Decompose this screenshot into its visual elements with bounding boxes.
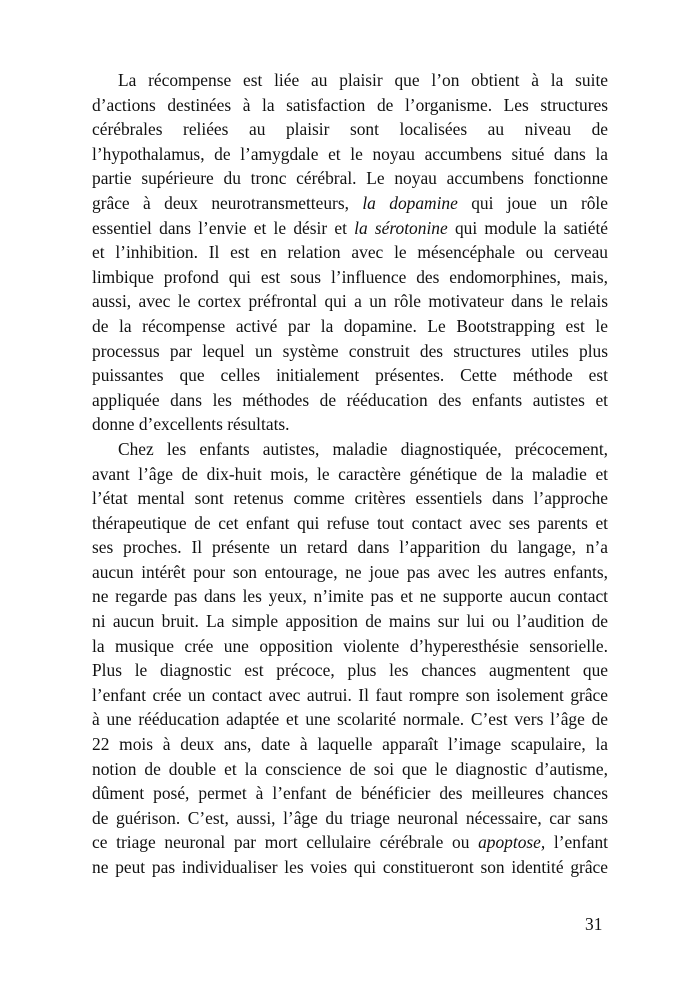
text-line: aucun intérêt pour son entourage, ne joue pas avec les autres enfants, (92, 561, 608, 582)
text-line (92, 216, 608, 241)
text-line: 22 mois à deux ans, date à laquelle apparaît l’image scapulaire, la (92, 734, 608, 755)
text-line: La récompense est liée au plaisir que l’on obtient à la suite (118, 70, 608, 90)
text-line (92, 830, 608, 855)
text-segment: essentiel dans l’envie et le désir et (92, 217, 355, 238)
text-segment: l’enfant (545, 832, 608, 853)
text-line: dûment posé, permet à l’enfant de bénéficier des meilleures chances (92, 783, 608, 804)
text-line: aussi, avec le cortex préfrontal qui a un rôle motivateur dans le relais (92, 291, 608, 312)
text-line: de guérison. C’est, aussi, l’âge du triage neuronal nécessaire, car sans (92, 807, 608, 828)
text-line: appliquée dans les méthodes de rééducation des enfants autistes et (92, 389, 608, 410)
text-line: la musique crée une opposition violente d’hyperesthésie sensorielle. (92, 635, 608, 656)
paragraph-2 (92, 437, 608, 880)
text-line: l’état mental sont retenus comme critères essentiels dans l’approche (92, 488, 608, 509)
text-line: partie supérieure du tronc cérébral. Le noyau accumbens fonctionne (92, 168, 608, 189)
text-line: et l’inhibition. Il est en relation avec le mésencéphale ou cerveau (92, 242, 608, 263)
text-line: d’actions destinées à la satisfaction de l’organisme. Les structures (92, 94, 608, 115)
text-line (92, 191, 608, 216)
page-number: 31 (585, 914, 603, 934)
text-line: processus par lequel un système construit des structures utiles plus (92, 340, 608, 361)
text-line: l’enfant crée un contact avec autrui. Il faut rompre son isolement grâce (92, 684, 608, 705)
text-line: cérébrales reliées au plaisir sont localisées au niveau de (92, 119, 608, 140)
text-line: ne regarde pas dans les yeux, n’imite pas et ne supporte aucun contact (92, 586, 608, 607)
text-line: l’hypothalamus, de l’amygdale et le noyau accumbens situé dans la (92, 143, 608, 164)
text-segment: qui module la satiété (447, 217, 609, 238)
text-line: notion de double et la conscience de soi que le diagnostic d’autisme, (92, 758, 608, 779)
italic-term-dopamine: la dopamine (362, 192, 458, 213)
text-segment: ce triage neuronal par mort cellulaire cérébrale ou (92, 832, 479, 853)
text-line: ses proches. Il présente un retard dans l’apparition du langage, n’a (92, 537, 608, 558)
text-line: puissantes que celles initialement présentes. Cette méthode est (92, 365, 608, 386)
text-segment: qui joue un rôle (457, 192, 608, 213)
text-line: thérapeutique de cet enfant qui refuse tout contact avec ses parents et (92, 512, 608, 533)
text-line: Plus le diagnostic est précoce, plus les chances augmentent que (92, 660, 608, 681)
text-line: Chez les enfants autistes, maladie diagnostiquée, précocement, (118, 438, 608, 459)
italic-term-serotonine: la sérotonine (354, 217, 448, 238)
text-line: limbique profond qui est sous l’influence des endomorphines, mais, (92, 266, 608, 287)
italic-term-apoptose: apoptose, (478, 832, 546, 853)
text-line: à une rééducation adaptée et une scolarité normale. C’est vers l’âge de (92, 709, 608, 730)
paragraph-1 (92, 68, 608, 437)
text-line: donne d’excellents résultats. (92, 414, 290, 435)
text-line: ni aucun bruit. La simple apposition de mains sur lui ou l’audition de (92, 611, 608, 632)
body-text (92, 68, 608, 880)
text-segment: grâce à deux neurotransmetteurs, (92, 192, 363, 213)
text-line: de la récompense activé par la dopamine. Le Bootstrapping est le (92, 315, 608, 336)
text-line: avant l’âge de dix-huit mois, le caractère génétique de la maladie et (92, 463, 608, 484)
text-line: ne peut pas individualiser les voies qui constitueront son identité grâce (92, 857, 608, 877)
